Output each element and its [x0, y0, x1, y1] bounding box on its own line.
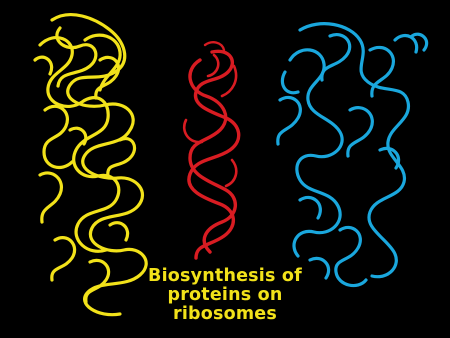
- caption-line-3: ribosomes: [173, 304, 277, 324]
- caption-line-1: Biosynthesis of: [148, 266, 302, 286]
- red-rna-ribbon: [184, 42, 239, 258]
- caption-line-2: proteins on: [167, 285, 283, 305]
- slide-caption: [110, 267, 340, 324]
- blue-protein-ribbon: [278, 24, 427, 286]
